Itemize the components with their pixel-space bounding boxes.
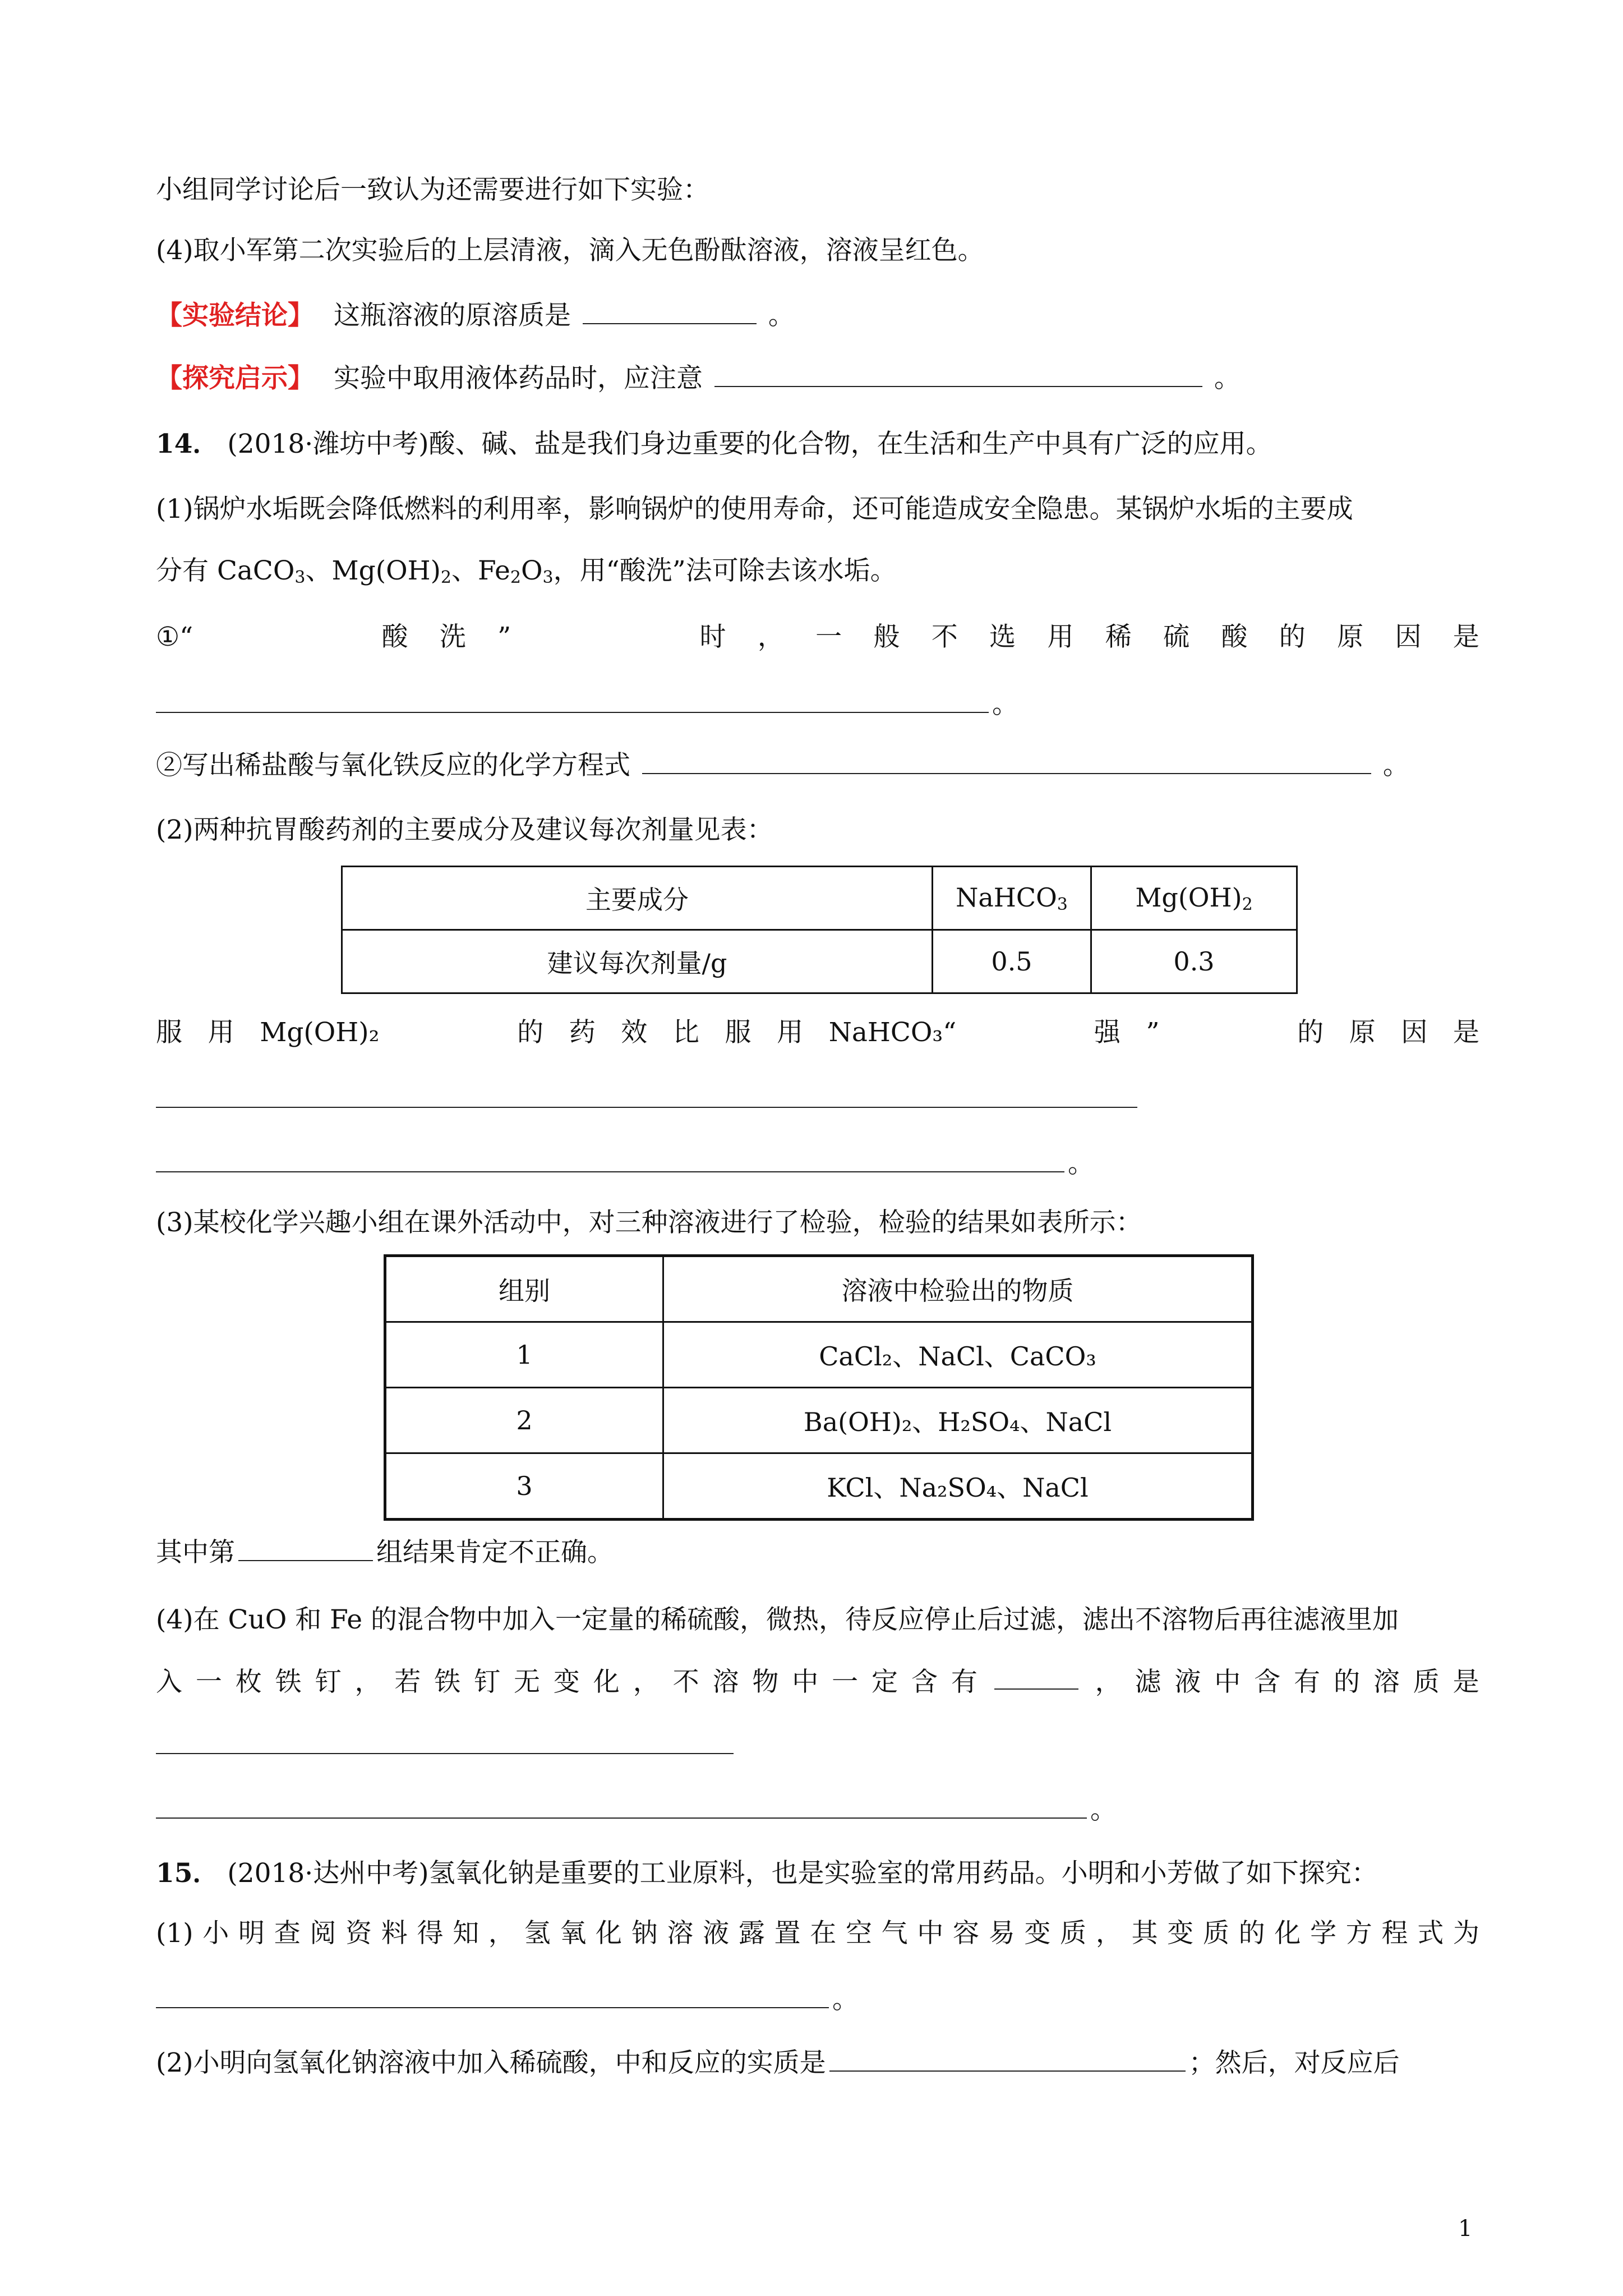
subscript: 2 (1242, 894, 1253, 914)
q14-stem: 酸、碱、盐是我们身边重要的化合物，在生活和生产中具有广泛的应用。 (428, 429, 1272, 459)
word: 用 (208, 1017, 234, 1048)
word: 知 (453, 1918, 479, 1949)
table-cell: 2 (385, 1388, 663, 1453)
conclusion-line (156, 296, 1479, 335)
word: 用 (777, 1017, 804, 1048)
table-cell (933, 867, 1091, 930)
q14-p1-text-b3: 、Fe (451, 555, 510, 586)
table-header-cell: 溶液中检验出的物质 (663, 1256, 1253, 1322)
word: 变 (1167, 1918, 1194, 1949)
step4-line (156, 231, 1479, 270)
enlightenment-line (156, 359, 1479, 398)
table-cell: KCl、Na₂SO₄、NaCl (663, 1453, 1253, 1520)
table-cell: 0.5 (933, 930, 1091, 993)
table-cell (1091, 867, 1297, 930)
word: ， (354, 1667, 381, 1697)
word: 化 (596, 1918, 623, 1949)
word: 液 (703, 1918, 730, 1949)
q14-p2-answer-blank-2[interactable] (156, 1145, 1064, 1172)
q14-p1-line-a (156, 490, 1479, 529)
word: ” (1146, 1017, 1160, 1048)
word: 气 (881, 1918, 908, 1949)
word: 若 (394, 1667, 421, 1697)
word: 时 (699, 622, 726, 652)
word: Mg(OH)₂ (260, 1017, 380, 1048)
q14-sub1-line (156, 618, 1479, 657)
q14-p2-answer-blank[interactable] (156, 1081, 1137, 1108)
q14-p3-question-line (156, 1533, 1479, 1572)
q14-p3-text: (3)某校化学兴趣小组在课外活动中，对三种溶液进行了检验，检验的结果如表所示： (156, 1207, 1142, 1238)
word: NaHCO₃“ (828, 1017, 957, 1048)
word: 选 (989, 622, 1016, 652)
table-row (342, 930, 1297, 993)
table-cell: 主要成分 (342, 867, 933, 930)
word: 中 (792, 1667, 819, 1697)
period: 。 (1382, 750, 1409, 781)
word: 因 (1395, 622, 1422, 652)
word: 溶 (1373, 1667, 1400, 1697)
word: 一 (815, 622, 842, 652)
q14-p4-answer-blank-2[interactable] (156, 1727, 734, 1754)
q14-p4-text-a: (4)在 CuO 和 Fe 的混合物中加入一定量的稀硫酸，微热，待反应停止后过滤，滤出不溶物后再往滤液里加 (156, 1604, 1399, 1635)
word: 服 (725, 1017, 751, 1048)
word: ， (757, 622, 784, 652)
q14-p3-text-pre: 其中第 (156, 1537, 235, 1568)
word: 为 (1453, 1918, 1479, 1949)
word: 空 (845, 1918, 872, 1949)
word: 酸 (381, 622, 408, 652)
q14-sub1-answer-blank[interactable] (156, 686, 989, 713)
word: 比 (672, 1017, 699, 1048)
word: 有 (1294, 1667, 1321, 1697)
word: 其 (1131, 1918, 1158, 1949)
word: 料 (381, 1918, 408, 1949)
q14-p4-answer-blank-3[interactable] (156, 1792, 1087, 1819)
word: 溶 (712, 1667, 739, 1697)
word: 一 (195, 1667, 222, 1697)
word: 无 (514, 1667, 541, 1697)
word: 露 (738, 1918, 765, 1949)
q14-p2-text: (2)两种抗胃酸药剂的主要成分及建议每次剂量见表： (156, 815, 773, 845)
word: 化 (593, 1667, 620, 1697)
word: 变 (1024, 1918, 1051, 1949)
word: 铁 (434, 1667, 461, 1697)
word: 含 (1254, 1667, 1281, 1697)
q14-p1-line-b (156, 551, 1479, 591)
word: 溶 (667, 1918, 694, 1949)
word: 液 (1174, 1667, 1201, 1697)
word: 置 (774, 1918, 801, 1949)
q14-p4-blank-line-2 (156, 1791, 1479, 1830)
word: 药 (569, 1017, 596, 1048)
q14-p2-question-line (156, 1013, 1479, 1052)
word: 因 (1401, 1017, 1428, 1048)
q14-sub2-text: ②写出稀盐酸与氧化铁反应的化学方程式 (156, 750, 630, 781)
word: 方 (1345, 1918, 1372, 1949)
subscript: 3 (294, 568, 306, 587)
word: 是 (1453, 1017, 1479, 1048)
word: 明 (238, 1918, 265, 1949)
table-cell: CaCl₂、NaCl、CaCO₃ (663, 1322, 1253, 1388)
word: ①“ (156, 622, 193, 652)
table-header-cell: 组别 (385, 1256, 663, 1322)
table-cell: 1 (385, 1322, 663, 1388)
q14-p2-line (156, 811, 1479, 850)
word: 酸 (1221, 622, 1248, 652)
word: 式 (1417, 1918, 1444, 1949)
q15-p2-text-post: ；然后，对反应后 (1188, 2047, 1400, 2078)
word: 得 (417, 1918, 444, 1949)
subscript: 3 (542, 568, 554, 587)
table-cell: 建议每次剂量/g (342, 930, 933, 993)
enlightenment-text: 实验中取用液体药品时，应注意 (333, 363, 703, 394)
table-row (385, 1453, 1253, 1520)
q15-p2-line (156, 2044, 1479, 2083)
antacid-table (341, 866, 1298, 994)
word: 枚 (235, 1667, 262, 1697)
word: ， (633, 1667, 660, 1697)
q14-sub2-answer-blank[interactable] (642, 747, 1371, 774)
word: ， (488, 1918, 515, 1949)
word: 强 (1094, 1017, 1121, 1048)
word: 不 (672, 1667, 699, 1697)
word: 有 (951, 1667, 978, 1697)
word: 含 (911, 1667, 938, 1697)
table-cell: 0.3 (1091, 930, 1297, 993)
period: 。 (1214, 363, 1241, 394)
q14-p3-answer-blank[interactable] (238, 1534, 373, 1561)
word: 的 (1297, 1017, 1324, 1048)
word: 物 (752, 1667, 779, 1697)
period: 。 (1068, 1148, 1094, 1179)
q14-number: 14． (156, 429, 219, 459)
q15-p2-text-pre: (2)小明向氢氧化钠溶液中加入稀硫酸，中和反应的实质是 (156, 2047, 826, 2078)
period: 。 (992, 689, 1018, 720)
q14-sub1-blank-line (156, 685, 1479, 724)
table-row (385, 1322, 1253, 1388)
word: ， (1095, 1667, 1122, 1697)
subscript: 2 (440, 568, 452, 587)
table-cell: 3 (385, 1453, 663, 1520)
word: 原 (1349, 1017, 1376, 1048)
intro-text: 小组同学讨论后一致认为还需要进行如下实验： (156, 174, 709, 205)
q15-p1-answer-blank[interactable] (156, 1981, 829, 2008)
word: 质 (1413, 1667, 1440, 1697)
word: 洗 (439, 622, 466, 652)
word: 定 (872, 1667, 898, 1697)
conclusion-answer-blank[interactable] (583, 297, 757, 324)
q14-p1-text-b4: O (520, 555, 543, 586)
q14-p2-blank-line-1 (156, 1080, 1479, 1119)
q14-p4-blank-line-1 (156, 1726, 1479, 1765)
enlightenment-answer-blank[interactable] (714, 360, 1202, 387)
conclusion-text: 这瓶溶液的原溶质是 (333, 300, 571, 331)
table-header-row (385, 1256, 1253, 1322)
intro-line (156, 171, 1479, 210)
q14-p2-blank-line-2 (156, 1144, 1479, 1184)
q14-p4-line-a (156, 1600, 1479, 1640)
cell-text: NaHCO (956, 882, 1057, 913)
q14-p1-text-b2: 、Mg(OH) (305, 555, 441, 586)
word: 的 (1333, 1667, 1360, 1697)
word: 查 (274, 1918, 301, 1949)
word: 一 (832, 1667, 859, 1697)
q14-p1-text-b: 分有 CaCO (156, 555, 295, 586)
q14-p3-line (156, 1203, 1479, 1243)
table-row (385, 1388, 1253, 1453)
word: 滤 (1135, 1667, 1161, 1697)
table-row (342, 867, 1297, 930)
word: 的 (1279, 622, 1306, 652)
word: 化 (1274, 1918, 1301, 1949)
subscript: 3 (1057, 894, 1068, 914)
q14-p3-text-post: 组结果肯定不正确。 (376, 1537, 614, 1568)
conclusion-tag: 【实验结论】 (156, 300, 314, 331)
word: 效 (621, 1017, 648, 1048)
q15-number: 15． (156, 1858, 219, 1889)
word: 容 (953, 1918, 980, 1949)
word: 氧 (560, 1918, 587, 1949)
word: 程 (1381, 1918, 1408, 1949)
word: 钉 (474, 1667, 501, 1697)
word: 在 (810, 1918, 837, 1949)
word: 钠 (631, 1918, 658, 1949)
period: 。 (1090, 1795, 1117, 1825)
solution-test-table (384, 1254, 1254, 1521)
word: ” (497, 622, 511, 652)
word: 质 (1060, 1918, 1087, 1949)
page-number: 1 (1458, 2216, 1473, 2242)
word: 钉 (315, 1667, 342, 1697)
q15-stem: 氢氧化钠是重要的工业原料，也是实验室的常用药品。小明和小芳做了如下探究： (428, 1858, 1378, 1889)
word: 质 (1202, 1918, 1229, 1949)
q15-p2-answer-blank[interactable] (829, 2045, 1186, 2072)
enlightenment-tag: 【探究启示】 (156, 363, 314, 394)
word: 的 (517, 1017, 544, 1048)
word: 服 (156, 1017, 182, 1048)
word: 资 (345, 1918, 372, 1949)
word: 易 (988, 1918, 1015, 1949)
q15-source: (2018·达州中考) (227, 1858, 429, 1889)
word: 的 (1238, 1918, 1265, 1949)
word: 是 (1453, 622, 1479, 652)
word: 中 (1214, 1667, 1241, 1697)
word: 不 (931, 622, 958, 652)
period: 。 (832, 1984, 859, 2015)
q14-p4-line-b (156, 1663, 1479, 1702)
q15-p1-line (156, 1914, 1479, 1953)
period: 。 (768, 300, 795, 331)
word: 硫 (1163, 622, 1190, 652)
word: 般 (873, 622, 900, 652)
step4-text: (4)取小军第二次实验后的上层清液，滴入无色酚酞溶液，溶液呈红色。 (156, 235, 984, 266)
word: 阅 (310, 1918, 336, 1949)
q14-p1-text-b5: ，用“酸洗”法可除去该水垢。 (553, 555, 897, 586)
word: ， (1095, 1918, 1122, 1949)
table-cell: Ba(OH)₂、H₂SO₄、NaCl (663, 1388, 1253, 1453)
q14-stem-line (156, 425, 1479, 464)
word: 变 (553, 1667, 580, 1697)
word: 学 (1310, 1918, 1337, 1949)
word: 是 (1453, 1667, 1479, 1697)
word: 氢 (524, 1918, 551, 1949)
word: 原 (1337, 622, 1364, 652)
q14-source: (2018·潍坊中考) (227, 429, 429, 459)
word: 小 (202, 1918, 229, 1949)
word: 稀 (1105, 622, 1132, 652)
q15-p1-blank-line (156, 1980, 1479, 2019)
word: 用 (1047, 622, 1074, 652)
subscript: 2 (510, 568, 521, 587)
word: 中 (917, 1918, 944, 1949)
word: 入 (156, 1667, 182, 1697)
q14-p1-text-a: (1)锅炉水垢既会降低燃料的利用率，影响锅炉的使用寿命，还可能造成安全隐患。某锅炉水垢的主要成 (156, 494, 1353, 524)
word: (1) (156, 1918, 193, 1949)
cell-text: Mg(OH) (1135, 882, 1242, 913)
q15-stem-line (156, 1854, 1479, 1893)
q14-sub2-line (156, 746, 1479, 785)
word: 铁 (275, 1667, 302, 1697)
q14-p4-answer-blank-1[interactable] (994, 1663, 1078, 1690)
